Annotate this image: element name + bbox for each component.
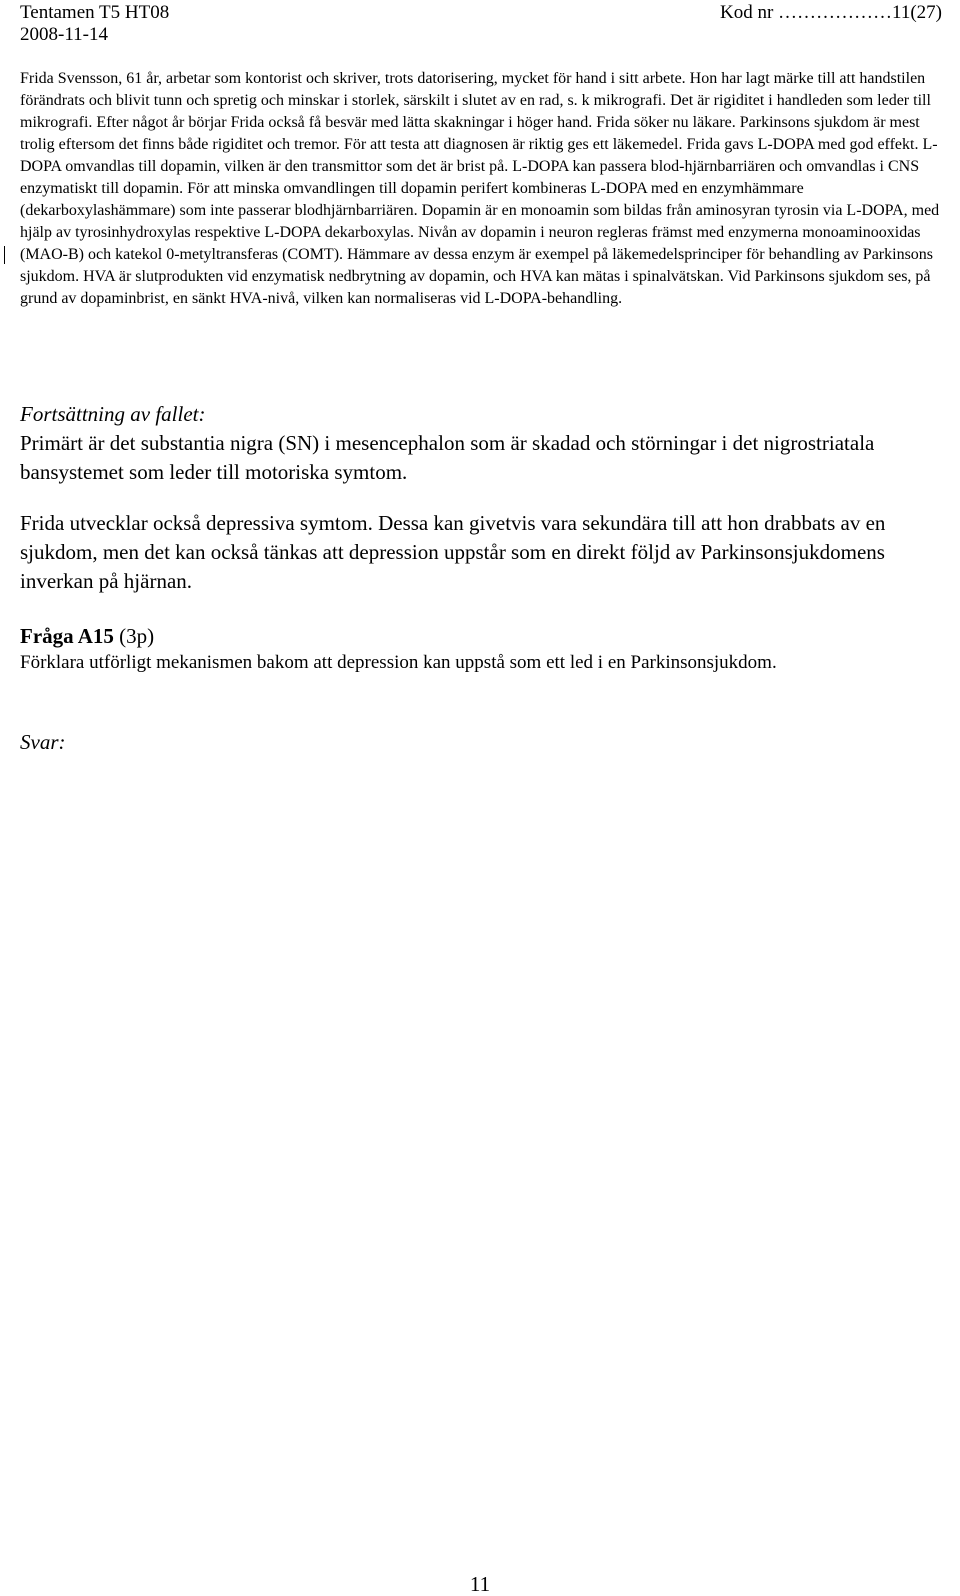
exam-date: 2008-11-14 xyxy=(20,24,108,45)
page-header-right xyxy=(720,2,942,24)
page-header-left xyxy=(20,2,169,46)
question-title xyxy=(20,622,940,650)
continuation-heading: Fortsättning av fallet: xyxy=(20,402,206,426)
case-continuation xyxy=(20,400,940,596)
exam-title: Tentamen T5 HT08 xyxy=(20,2,170,23)
continuation-paragraph-2: Frida utvecklar också depressiva symtom. Dessa kan givetvis vara sekundära till att hon drabbats av en sjukdom, men det kan också tänkas att depression uppstår som en direkt följd av Parkinsonsjukdomens inverkan på hjärnan. xyxy=(20,511,886,593)
code-number-field: Kod nr …………… xyxy=(719,2,874,23)
page-count: …11(27) xyxy=(873,2,942,23)
question-label: Fråga A15 xyxy=(20,624,114,648)
continuation-paragraph-1: Primärt är det substantia nigra (SN) i mesencephalon som är skadad och störningar i det nigrostriatala bansystemet som leder till motoriska symtom. xyxy=(20,431,875,484)
case-intro xyxy=(20,68,940,310)
page-number: 11 xyxy=(469,1572,491,1596)
case-intro-paragraph: Frida Svensson, 61 år, arbetar som kontorist och skriver, trots datorisering, mycket för hand i sitt arbete. Hon har lagt märke till att handstilen förändrats och blivit tunn och spretig och minskar i storlek, särskilt i slutet av en rad, s. k mikrografi. Det är rigiditet i handleden som leder till mikrografi. Efter något år börjar Frida också få besvär med lätta skakningar i höger hand. Frida söker nu läkare. Parkinsons sjukdom är mest trolig eftersom det finns både rigiditet och tremor. För att testa att diagnosen är riktig ges ett läkemedel. Frida gavs L-DOPA med god effekt. L-DOPA omvandlas till dopamin, vilken är den transmittor som det är brist på. L-DOPA kan passera blod-hjärnbarriären och omvandlas i CNS enzymatiskt till dopamin. För att minska omvandlingen till dopamin perifert kombineras L-DOPA med en enzymhämmare (dekarboxylashämmare) som inte passerar blodhjärnbarriären. Dopamin är en monoamin som bildas från aminosyran tyrosin via L-DOPA, med hjälp av tyrosinhydroxylas respektive L-DOPA dekarboxylas. Nivån av dopamin i neuron regleras främst med enzymerna monoaminooxidas (MAO-B) och katekol 0-metyltransferas (COMT). Hämmare av dessa enzym är exempel på läkemedelsprinciper för behandling av Parkinsons sjukdom. HVA är slutprodukten vid enzymatisk nedbrytning av dopamin, och HVA kan mätas i spinalvätskan. Vid Parkinsons sjukdom ses, på grund av dopaminbrist, en sänkt HVA-nivå, vilken kan normaliseras vid L-DOPA-behandling. xyxy=(20,70,940,307)
question-block xyxy=(20,622,940,676)
answer-label: Svar: xyxy=(20,730,66,754)
question-text: Förklara utförligt mekanismen bakom att depression kan uppstå som ett led i en Parkinsonsjukdom. xyxy=(20,652,777,673)
question-points: (3p) xyxy=(119,624,155,648)
revision-change-bar xyxy=(4,246,5,264)
